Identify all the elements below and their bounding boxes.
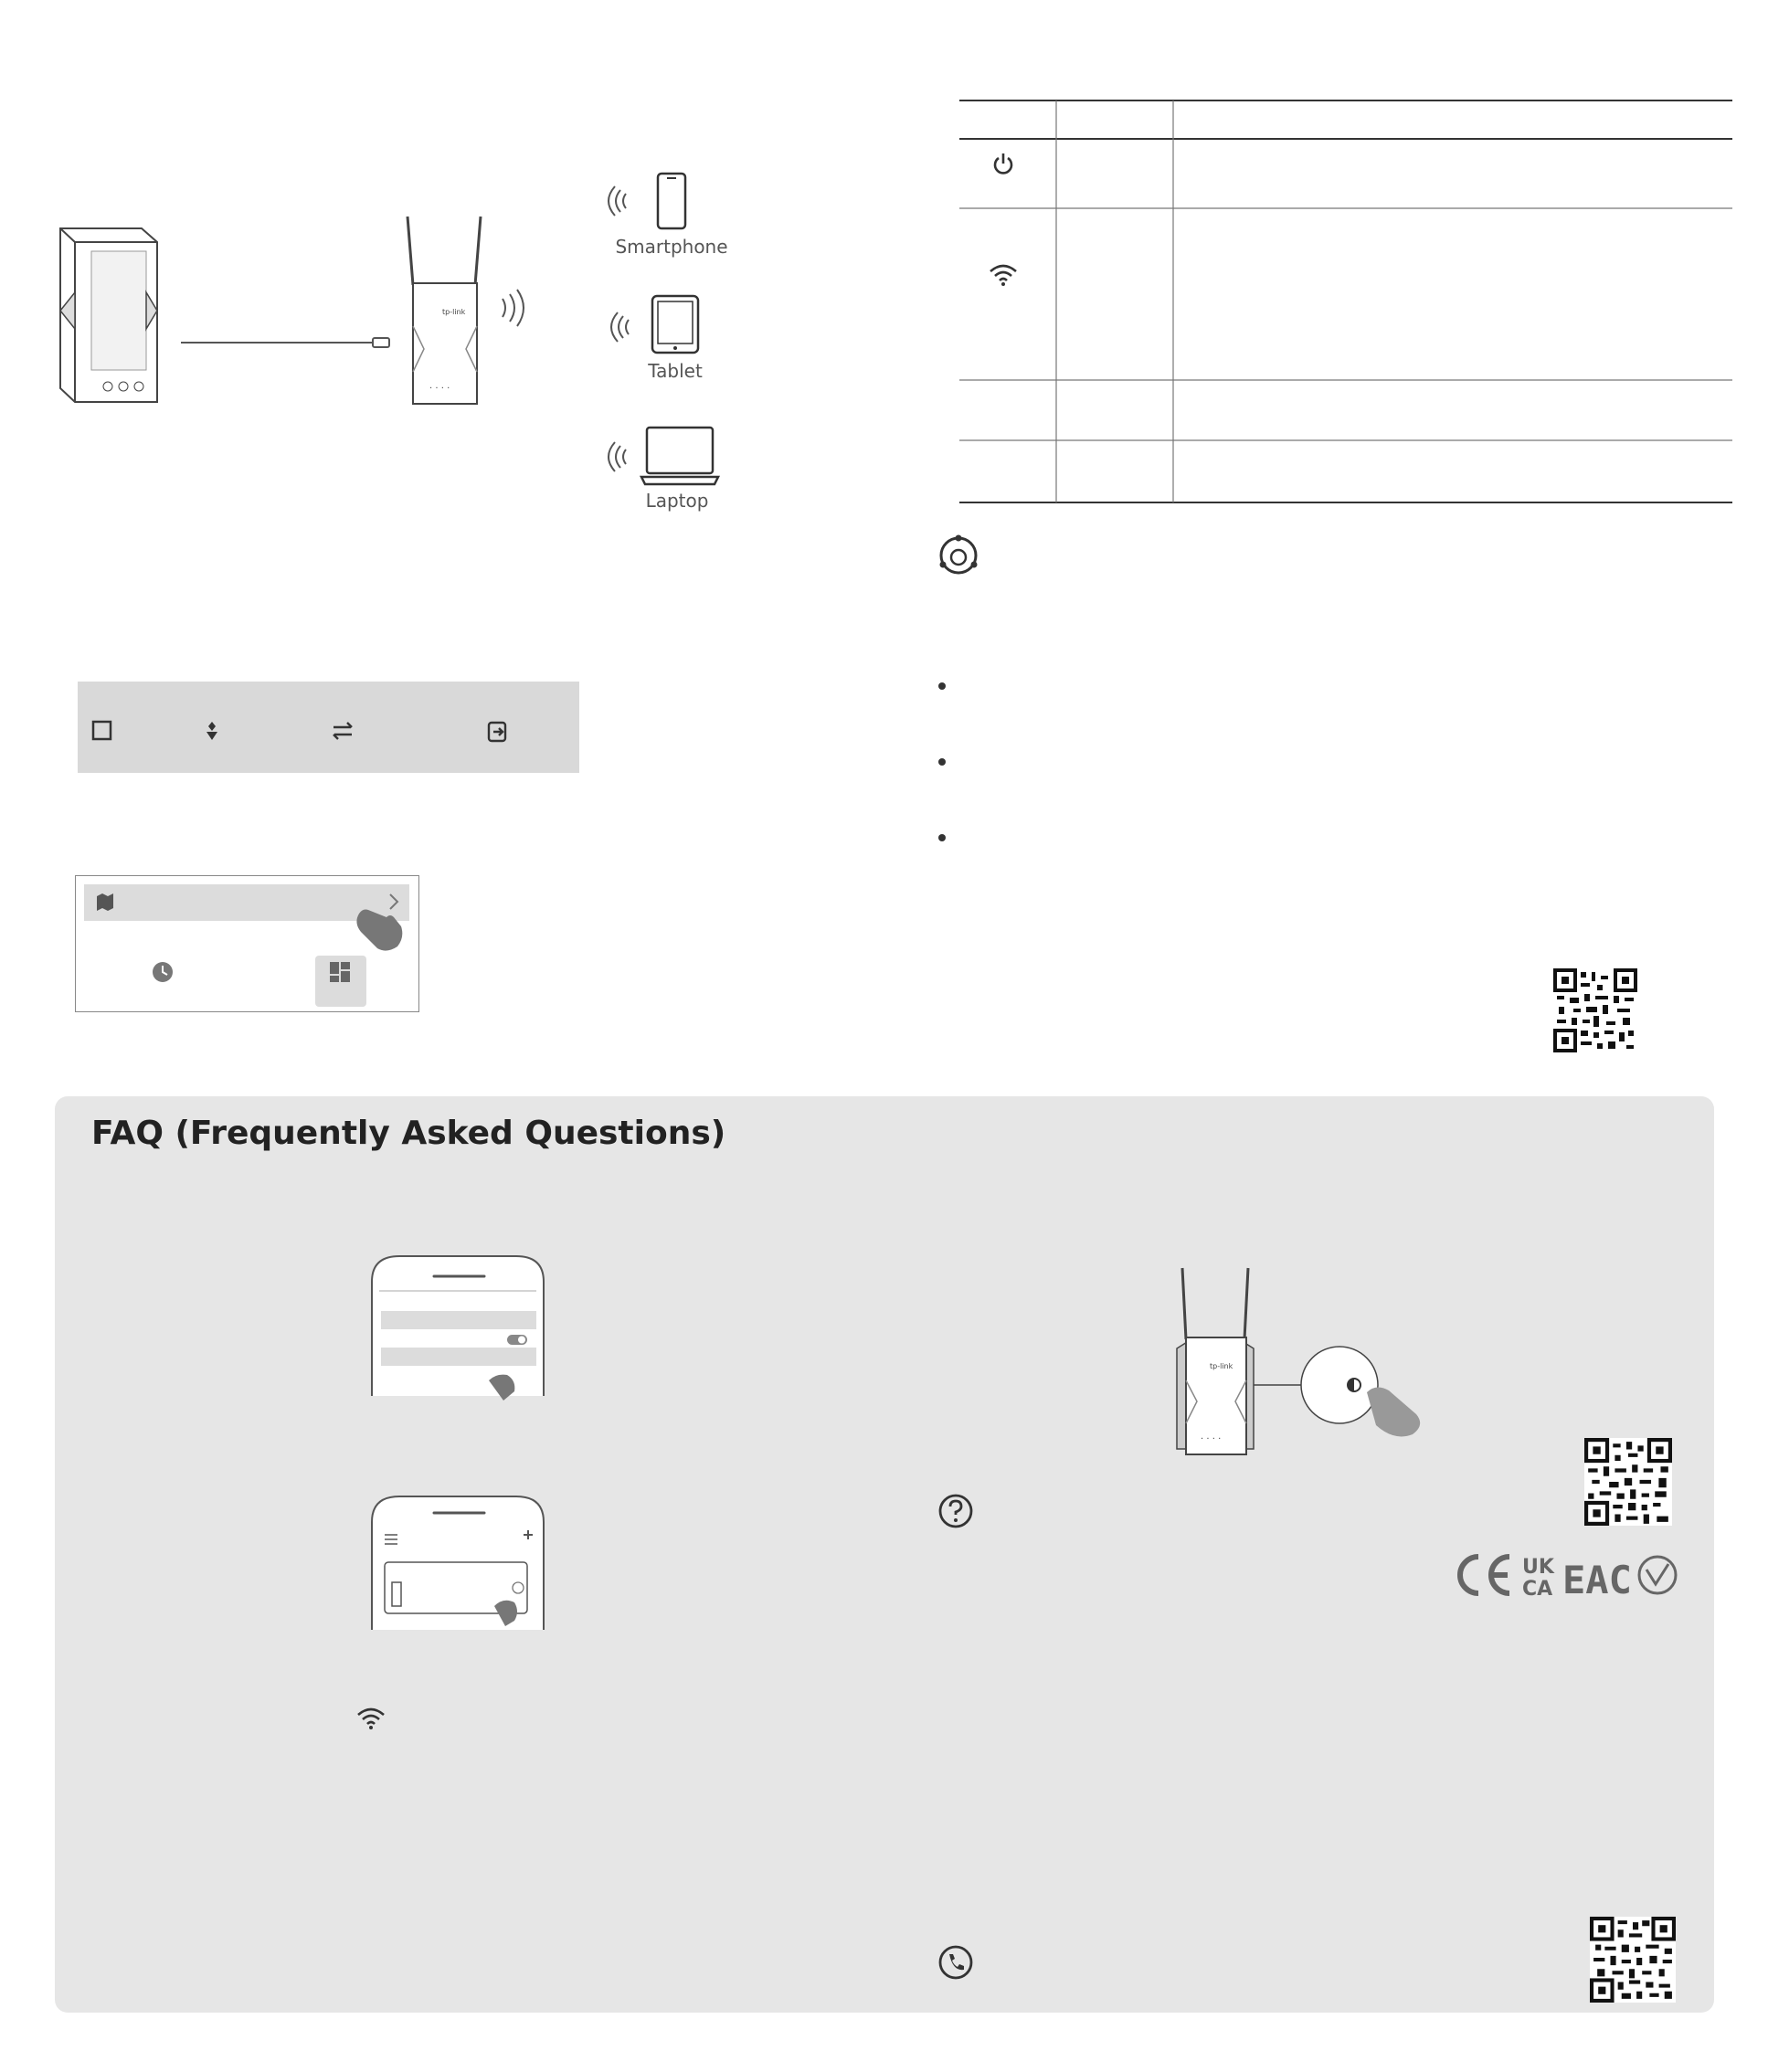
tablet-icon bbox=[651, 294, 700, 354]
power-icon bbox=[992, 152, 1014, 175]
svg-text:tp-link: tp-link bbox=[1210, 1362, 1233, 1370]
router-illustration bbox=[55, 224, 164, 407]
laptop-label: Laptop bbox=[645, 490, 709, 512]
qr-code-image bbox=[1590, 1917, 1676, 2003]
clock-icon bbox=[152, 961, 174, 983]
svg-text:· · · ·: · · · · bbox=[429, 384, 450, 394]
bullet-list bbox=[937, 682, 947, 846]
phone-icon bbox=[937, 1944, 974, 1981]
svg-text:tp-link: tp-link bbox=[442, 308, 466, 316]
qr-code-image bbox=[1553, 968, 1637, 1052]
svg-text:· · · ·: · · · · bbox=[1201, 1434, 1222, 1444]
tablet-label: Tablet bbox=[648, 360, 703, 382]
svg-text:UK: UK bbox=[1522, 1556, 1554, 1579]
certification-marks-icon bbox=[1453, 1549, 1678, 1601]
svg-text:EAC: EAC bbox=[1562, 1558, 1632, 1602]
wifi-icon bbox=[989, 263, 1018, 287]
laptop-icon bbox=[640, 426, 720, 488]
square-icon[interactable] bbox=[91, 720, 113, 742]
smartphone-label: Smartphone bbox=[615, 236, 728, 258]
onemesh-icon bbox=[937, 534, 980, 577]
hand-pointer-icon bbox=[352, 904, 407, 952]
qr-code-image bbox=[1584, 1438, 1672, 1526]
extender-illustration bbox=[402, 212, 539, 408]
svg-text:CA: CA bbox=[1522, 1578, 1553, 1601]
ethernet-cable bbox=[181, 336, 391, 349]
signal-waves-icon bbox=[610, 309, 634, 345]
exit-icon[interactable] bbox=[486, 720, 510, 744]
map-icon bbox=[95, 892, 115, 912]
smartphone-icon bbox=[656, 172, 687, 230]
signal-waves-icon bbox=[608, 439, 631, 475]
wifi-icon bbox=[356, 1707, 386, 1730]
led-table bbox=[959, 99, 1736, 505]
question-circle-icon bbox=[937, 1493, 974, 1529]
signal-waves-icon bbox=[608, 183, 631, 219]
diamond-arrows-icon[interactable] bbox=[201, 720, 223, 742]
extender-reset-illustration bbox=[1168, 1266, 1442, 1458]
phone-mockup-list bbox=[370, 1495, 553, 1633]
dashboard-icon bbox=[329, 961, 351, 983]
phone-mockup-settings bbox=[370, 1254, 553, 1401]
faq-title: FAQ (Frequently Asked Questions) bbox=[91, 1115, 726, 1152]
swap-arrows-icon[interactable] bbox=[331, 720, 355, 742]
